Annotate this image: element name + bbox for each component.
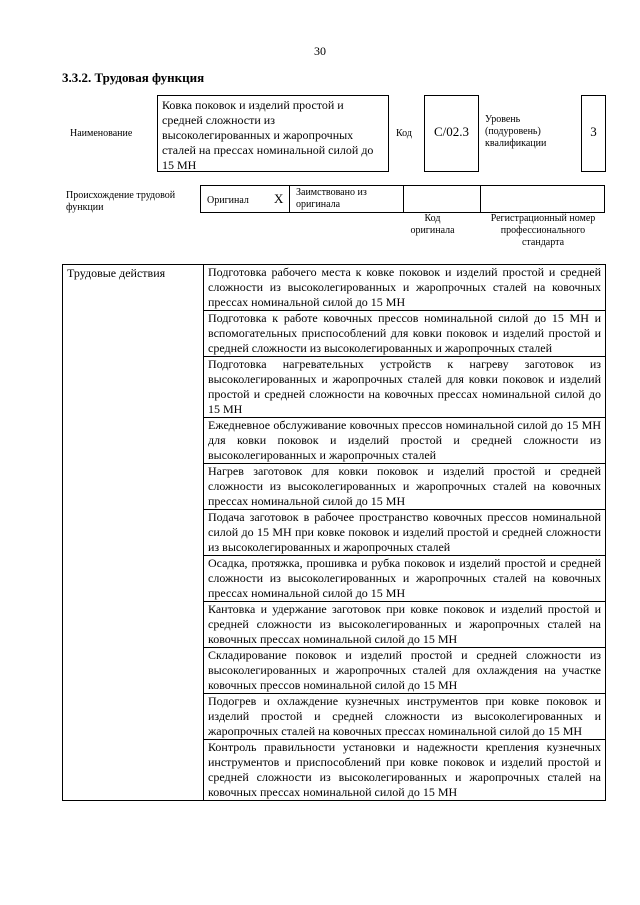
code-original-label: Код оригинала	[410, 213, 455, 236]
action-item: Подогрев и охлаждение кузнечных инструментов при ковке поковок и изделий простой и средней сложности из высоколегированных и жаропрочных сталей на ковочных прессах номинальной силой до 15 МН	[204, 694, 606, 740]
actions-label: Трудовые действия	[63, 265, 204, 801]
action-item: Подготовка рабочего места к ковке поковок и изделий простой и средней сложности из высоколегированных и жаропрочных сталей на ковочных прессах номинальной силой до 15 МН	[204, 265, 606, 311]
action-item: Подача заготовок в рабочее пространство ковочных прессов номинальной силой до 15 МН при ковке поковок и изделий простой и средней сложности из высоколегированных и жаропрочных сталей	[204, 510, 606, 556]
action-item: Подготовка нагревательных устройств к нагреву заготовок из высоколегированных и жаропрочных сталей для ковки поковок и изделий простой и средней сложности на ковочных прессах номинальной силой до 15 МН	[204, 357, 606, 418]
code-value: C/02.3	[433, 124, 470, 139]
actions-table	[62, 264, 606, 801]
origin-original-cell	[201, 186, 290, 212]
level-value: 3	[590, 124, 597, 139]
origin-borrowed-label: Заимствовано из оригинала	[296, 187, 367, 210]
origin-reg-cell	[481, 186, 604, 212]
level-label: Уровень (подуровень) квалификации	[485, 114, 547, 149]
action-item: Нагрев заготовок для ковки поковок и изделий простой и средней сложности из высоколегированных и жаропрочных сталей на ковочных прессах номинальной силой до 15 МН	[204, 464, 606, 510]
origin-original-label: Оригинал	[207, 195, 249, 206]
action-item: Ежедневное обслуживание ковочных прессов номинальной силой до 15 МН для ковки поковок и изделий простой и средней сложности из высоколегированных и жаропрочных сталей	[204, 418, 606, 464]
origin-mark: X	[274, 191, 284, 206]
action-item: Подготовка к работе ковочных прессов номинальной силой до 15 МН и вспомогательных приспособлений для ковки поковок и изделий простой и средней сложности из высоколегированных и жаропрочных сталей	[204, 311, 606, 357]
action-item: Складирование поковок и изделий простой и средней сложности из высоколегированных и жаропрочных сталей для охлаждения на участке ковочных прессов номинальной силой до 15 МН	[204, 648, 606, 694]
action-row	[63, 265, 606, 311]
origin-borrowed-cell	[290, 186, 404, 212]
name-box	[157, 95, 389, 172]
action-item: Контроль правильности установки и надежности крепления кузнечных инструментов и приспособлений при ковке поковок и изделий простой и средней сложности из высоколегированных и жаропрочных сталей на ковочных прессах номинальной силой до 15 МН	[204, 740, 606, 801]
action-item: Кантовка и удержание заготовок при ковке поковок и изделий простой и средней сложности из высоколегированных и жаропрочных сталей на ковочных прессах номинальной силой до 15 МН	[204, 602, 606, 648]
origin-code-cell	[404, 186, 481, 212]
reg-number-label: Регистрационный номер профессионального стандарта	[490, 213, 596, 248]
section-title: 3.3.2. Трудовая функция	[62, 70, 205, 85]
code-label: Код	[396, 128, 412, 139]
name-label: Наименование	[70, 128, 133, 139]
origin-row	[200, 185, 605, 213]
level-box	[581, 95, 606, 172]
page-number: 30	[314, 44, 326, 58]
action-item: Осадка, протяжка, прошивка и рубка поковок и изделий простой и средней сложности из высоколегированных и жаропрочных сталей на ковочных прессах номинальной силой до 15 МН	[204, 556, 606, 602]
name-value: Ковка поковок и изделий простой и средней сложности из высоколегированных и жаропрочных сталей на прессах номинальной силой до 15 МН	[162, 98, 374, 172]
origin-label: Происхождение трудовой функции	[66, 190, 176, 213]
code-box	[424, 95, 479, 172]
